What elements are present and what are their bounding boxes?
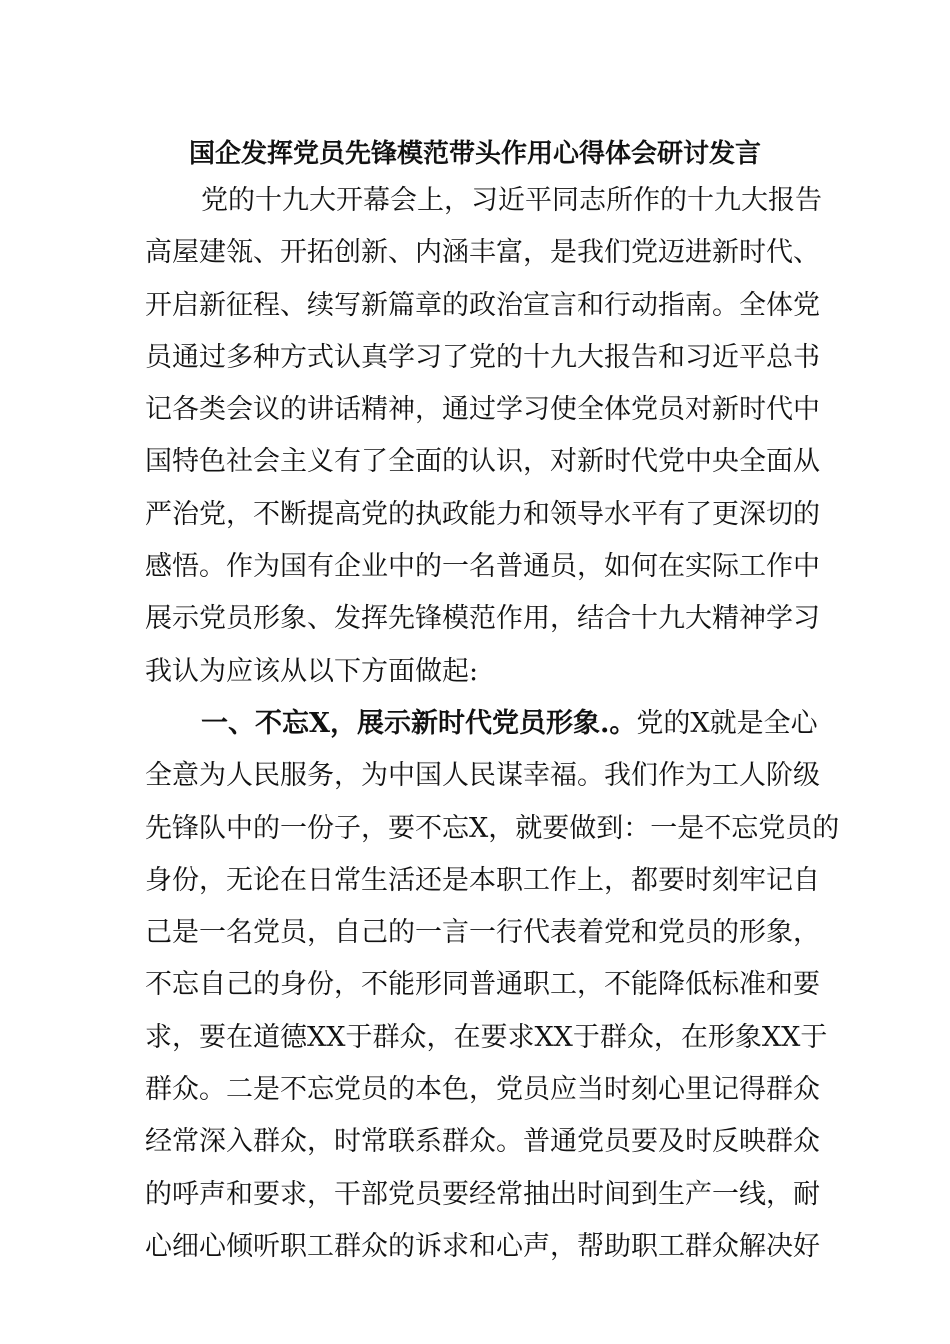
paragraph-1-line-4: 员通过多种方式认真学习了党的十九大报告和习近平总书 <box>145 341 820 373</box>
paragraph-1-line-10: 我认为应该从以下方面做起: <box>145 655 479 687</box>
paragraph-1-line-6: 国特色社会主义有了全面的认识，对新时代党中央全面从 <box>145 446 820 478</box>
paragraph-2-line-9: 经常深入群众，时常联系群众。普通党员要及时反映群众 <box>145 1126 820 1158</box>
paragraph-1-line-9: 展示党员形象、发挥先锋模范作用，结合十九大精神学习 <box>145 603 820 635</box>
paragraph-2-line-11: 心细心倾听职工群众的诉求和心声，帮助职工群众解决好 <box>145 1230 820 1262</box>
paragraph-2-line-4: 身份，无论在日常生活还是本职工作上，都要时刻牢记自 <box>145 864 820 896</box>
paragraph-1-line-5: 记各类会议的讲话精神，通过学习使全体党员对新时代中 <box>145 394 820 426</box>
paragraph-1-line-3: 开启新征程、续写新篇章的政治宣言和行动指南。全体党 <box>145 289 820 321</box>
paragraph-2-line-5: 己是一名党员，自己的一言一行代表着党和党员的形象， <box>145 917 820 949</box>
paragraph-2-line-2: 全意为人民服务，为中国人民谋幸福。我们作为工人阶级 <box>145 760 820 792</box>
paragraph-2-line-1-rest: 党的X就是全心 <box>636 707 818 739</box>
paragraph-1-line-2: 高屋建瓴、开拓创新、内涵丰富，是我们党迈进新时代、 <box>145 237 820 269</box>
paragraph-1-line-1: 党的十九大开幕会上，习近平同志所作的十九大报告 <box>201 185 822 216</box>
paragraph-2-line-7: 求，要在道德XX于群众，在要求XX于群众，在形象XX于 <box>145 1021 828 1053</box>
section-heading: 一、不忘X，展示新时代党员形象.。 <box>201 707 637 739</box>
document-title: 国企发挥党员先锋模范带头作用心得体会研讨发言 <box>188 139 761 169</box>
paragraph-2-line-3: 先锋队中的一份子，要不忘X，就要做到：一是不忘党员的 <box>145 812 840 844</box>
paragraph-2-line-8: 群众。二是不忘党员的本色，党员应当时刻心里记得群众 <box>145 1074 820 1106</box>
paragraph-1-line-7: 严治党，不断提高党的执政能力和领导水平有了更深切的 <box>145 498 820 530</box>
paragraph-1-line-8: 感悟。作为国有企业中的一名普通员，如何在实际工作中 <box>145 551 820 583</box>
document-body <box>145 181 840 1279</box>
paragraph-2-line-10: 的呼声和要求，干部党员要经常抽出时间到生产一线，耐 <box>145 1178 820 1210</box>
paragraph-2-line-6: 不忘自己的身份，不能形同普通职工，不能降低标准和要 <box>145 969 820 1001</box>
paragraph-2-line-1 <box>145 704 818 756</box>
